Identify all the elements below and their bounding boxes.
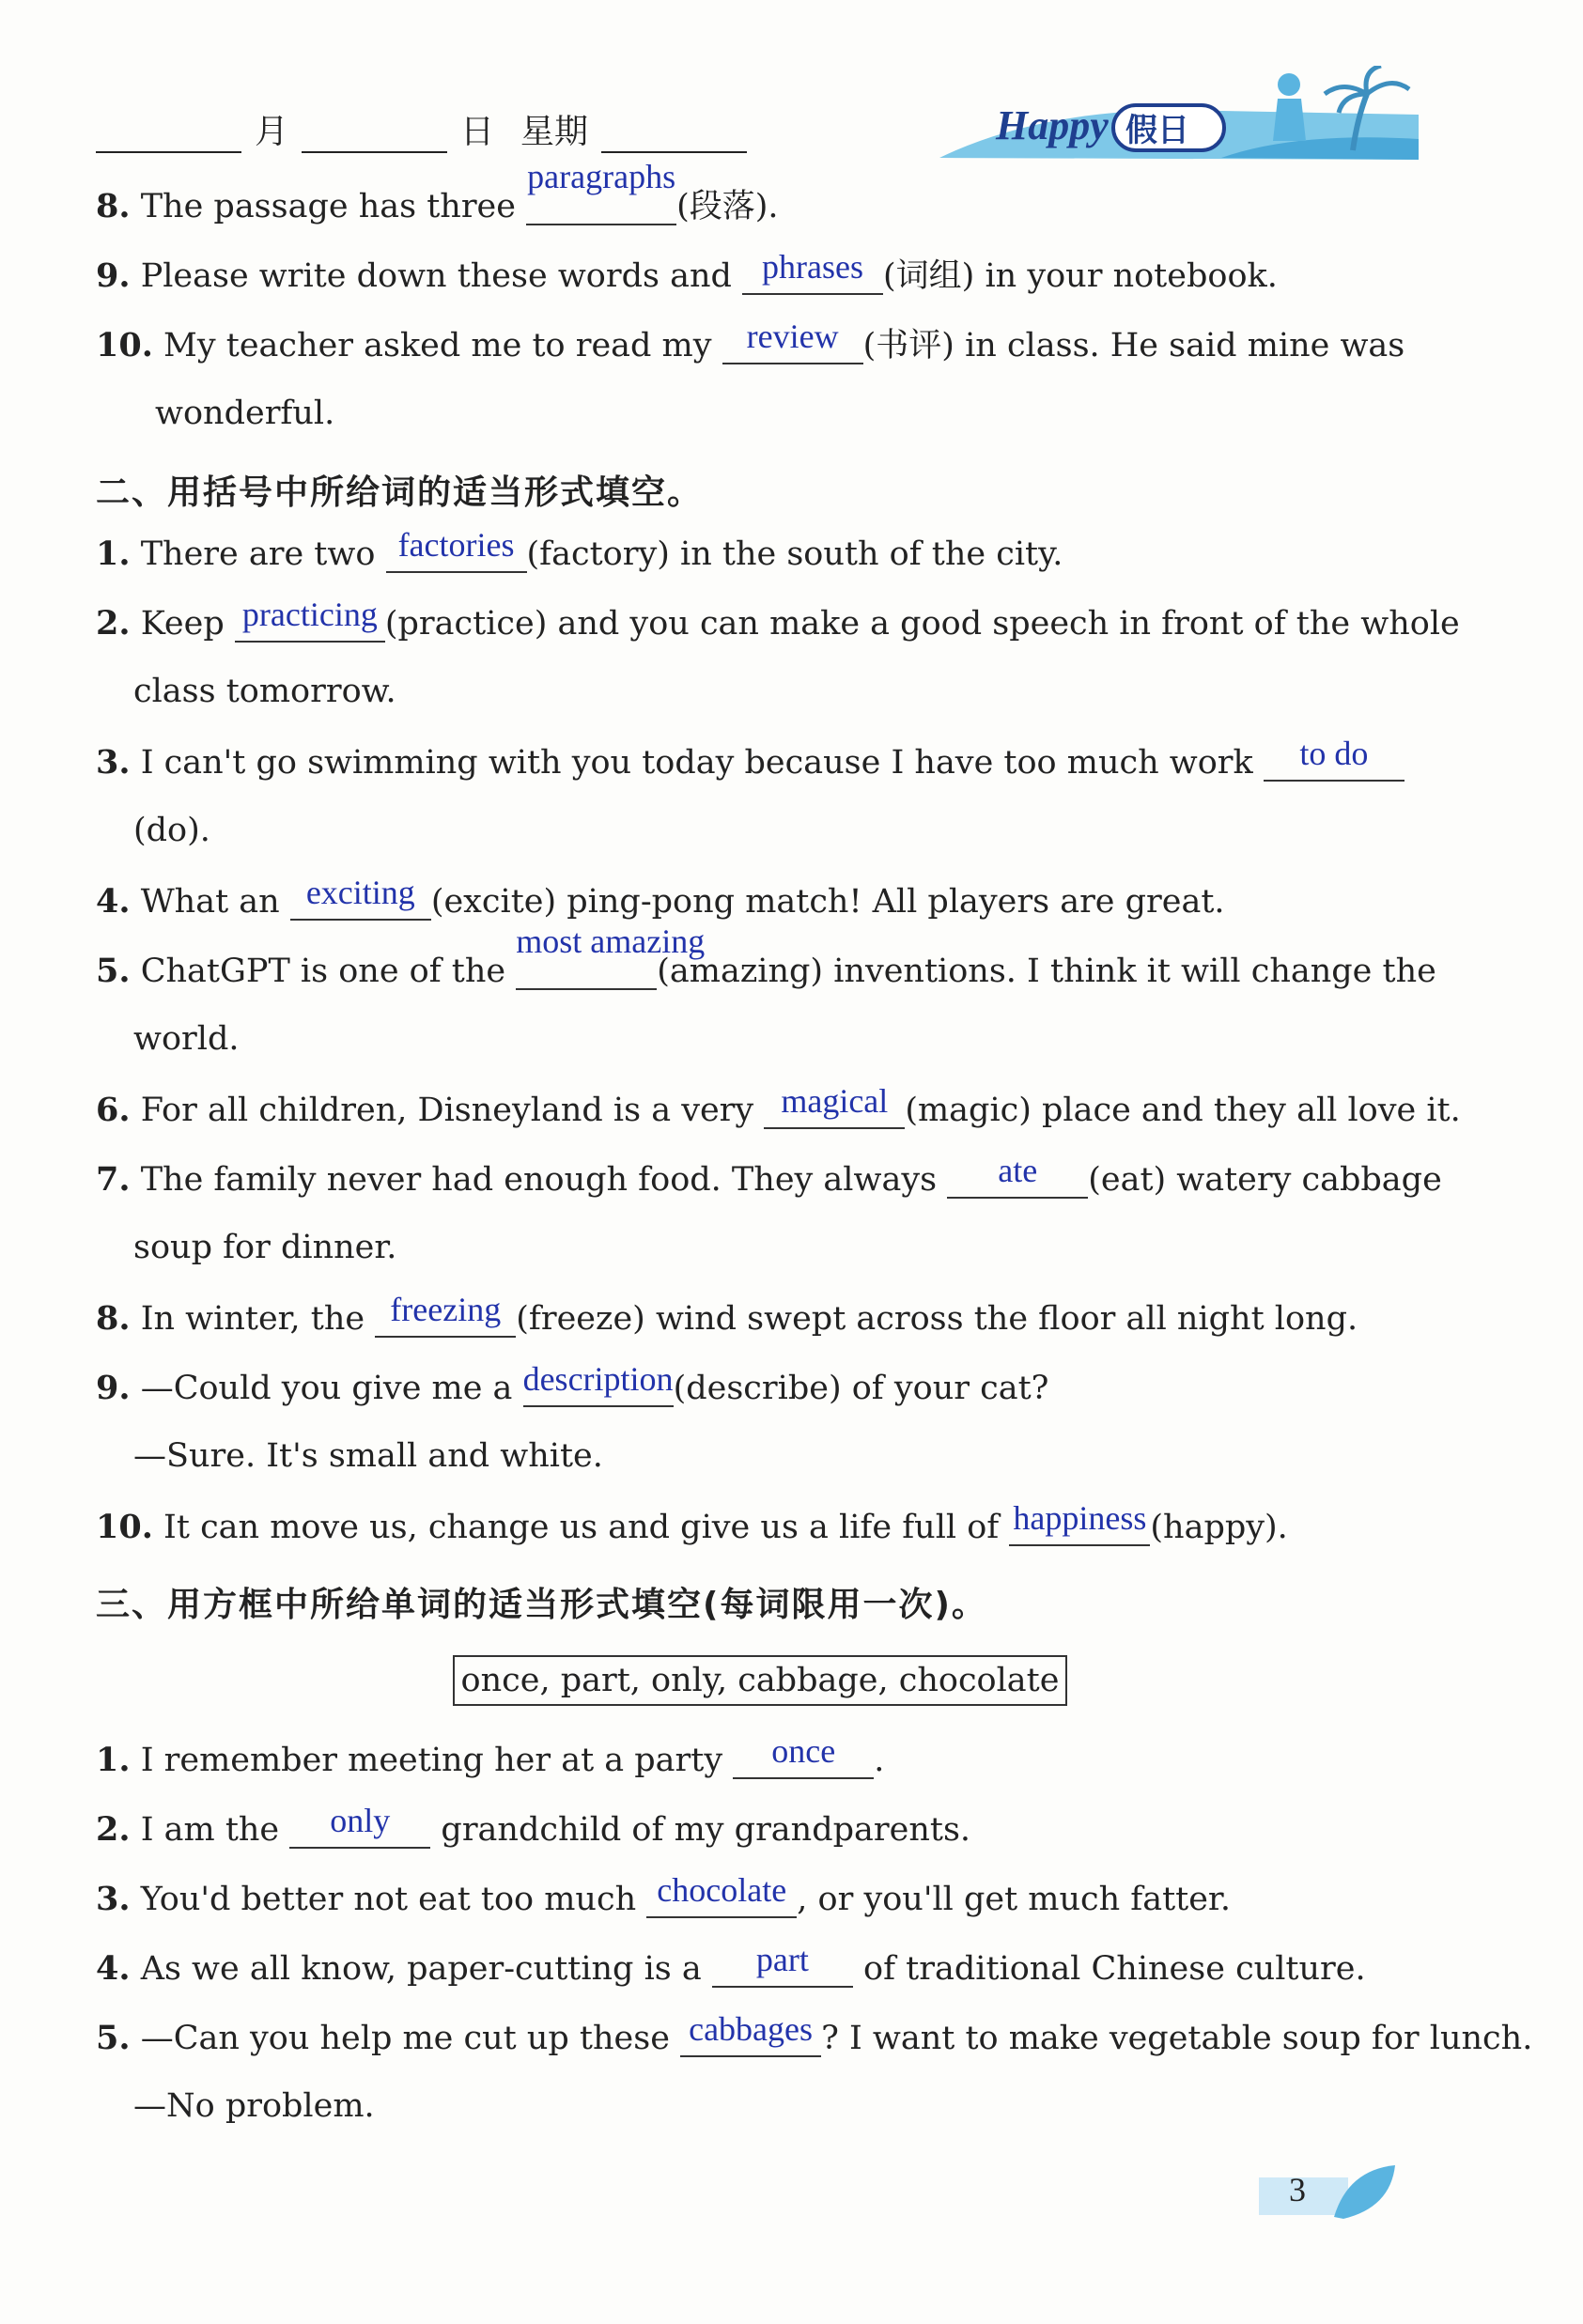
- p2-q7-cont: soup for dinner.: [133, 1229, 397, 1266]
- page-number-text: 3: [1289, 2171, 1306, 2208]
- p3-q1: 1. I remember meeting her at a party once .: [96, 1732, 885, 1779]
- p2-q7: 7. The family never had enough food. They always ate (eat) watery cabbage: [96, 1152, 1442, 1199]
- answer-blank[interactable]: magical: [764, 1090, 905, 1129]
- p2-q3-cont: (do).: [133, 812, 210, 849]
- p2-q9: 9. —Could you give me a description (describe) of your cat?: [96, 1360, 1049, 1407]
- p1-q9: 9. Please write down these words and phrases (词组) in your notebook.: [96, 248, 1278, 295]
- p3-q4: 4. As we all know, paper-cutting is a part of traditional Chinese culture.: [96, 1941, 1366, 1988]
- p2-q6: 6. For all children, Disneyland is a very magical (magic) place and they all love it.: [96, 1082, 1461, 1129]
- month-blank[interactable]: [96, 117, 241, 153]
- answer-blank[interactable]: happiness: [1009, 1507, 1150, 1546]
- day-blank[interactable]: [302, 117, 447, 153]
- answer-blank[interactable]: exciting: [290, 881, 431, 921]
- answer-blank[interactable]: review: [722, 325, 863, 364]
- answer-blank[interactable]: freezing: [375, 1298, 516, 1338]
- p3-q5: 5. —Can you help me cut up these cabbages ? I want to make vegetable soup for lunch.: [96, 2010, 1533, 2057]
- page-number: [1259, 2161, 1400, 2226]
- leaf-icon: [1259, 2161, 1400, 2226]
- p2-q1: 1. There are two factories (factory) in the south of the city.: [96, 526, 1063, 573]
- p2-q2-cont: class tomorrow.: [133, 673, 396, 710]
- p2-q4: 4. What an exciting (excite) ping-pong match! All players are great.: [96, 874, 1225, 921]
- date-line: [96, 105, 747, 153]
- p2-q10: 10. It can move us, change us and give us a life full of happiness (happy).: [96, 1499, 1288, 1546]
- p2-q5: 5. ChatGPT is one of the most amazing (amazing) inventions. I think it will change the: [96, 922, 1436, 990]
- p3-q5-cont: —No problem.: [133, 2087, 375, 2125]
- p2-q9-cont: —Sure. It's small and white.: [133, 1437, 603, 1475]
- brand-en: Happy: [996, 102, 1109, 148]
- section-3-title: 三、用方框中所给单词的适当形式填空(每词限用一次)。: [96, 1586, 987, 1624]
- answer-blank[interactable]: chocolate: [646, 1879, 797, 1918]
- answer-blank[interactable]: ate: [947, 1159, 1088, 1199]
- word-box: once, part, only, cabbage, chocolate: [453, 1655, 1067, 1706]
- p2-q2: 2. Keep practicing (practice) and you can make a good speech in front of the whole: [96, 596, 1460, 643]
- answer-blank[interactable]: factories: [386, 534, 527, 573]
- answer-blank[interactable]: practicing: [235, 603, 385, 643]
- answer-blank[interactable]: part: [712, 1948, 853, 1988]
- happy-holiday-logo: [939, 66, 1419, 160]
- p2-q3: 3. I can't go swimming with you today because I have too much work to do: [96, 742, 1405, 782]
- weekday-label: 星期: [520, 113, 589, 151]
- day-label: 日: [460, 113, 495, 151]
- month-label: 月: [255, 113, 289, 151]
- brand-cn: 假日: [1125, 112, 1189, 149]
- p3-q3: 3. You'd better not eat too much chocolate , or you'll get much fatter.: [96, 1871, 1231, 1918]
- answer-blank[interactable]: once: [733, 1740, 874, 1779]
- answer-blank[interactable]: only: [289, 1809, 430, 1849]
- answer-blank[interactable]: most amazing: [516, 951, 657, 990]
- p2-q5-cont: world.: [133, 1020, 240, 1058]
- p1-q10: 10. My teacher asked me to read my review (书评) in class. He said mine was: [96, 318, 1405, 364]
- person-icon: [1278, 73, 1300, 96]
- answer-blank[interactable]: paragraphs: [526, 186, 676, 225]
- section-2-title: 二、用括号中所给词的适当形式填空。: [96, 473, 704, 512]
- answer-blank[interactable]: to do: [1264, 742, 1405, 782]
- answer-blank[interactable]: description: [523, 1368, 674, 1407]
- p1-q8: 8. The passage has three paragraphs (段落).: [96, 158, 779, 225]
- answer-blank[interactable]: cabbages: [680, 2018, 821, 2057]
- p1-q10-cont: wonderful.: [155, 395, 335, 432]
- weekday-blank[interactable]: [601, 117, 747, 153]
- p3-q2: 2. I am the only grandchild of my grandparents.: [96, 1802, 971, 1849]
- answer-blank[interactable]: phrases: [742, 256, 883, 295]
- person-icon: [1273, 99, 1306, 141]
- p2-q8: 8. In winter, the freezing (freeze) wind swept across the floor all night long.: [96, 1291, 1358, 1338]
